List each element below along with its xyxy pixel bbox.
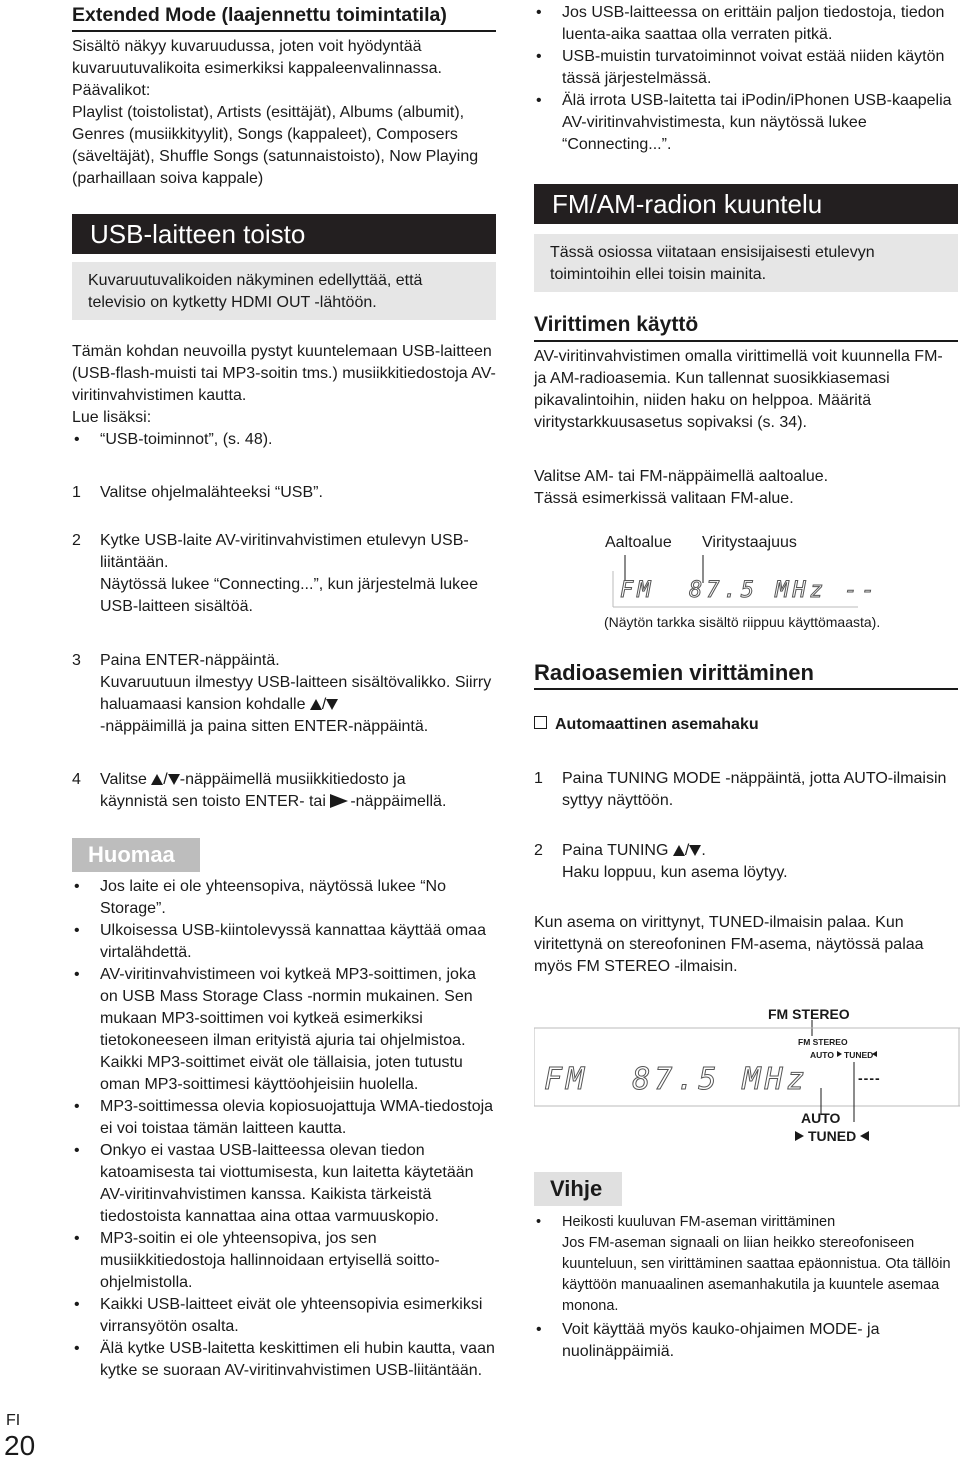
- step-text-2: Haku loppuu, kun asema löytyy.: [562, 864, 788, 881]
- huomaa-notes: [72, 876, 496, 1382]
- step-number: 3: [72, 652, 81, 669]
- note-item: • Älä kytke USB-laitetta keskittimen eli hubin kautta, vaan kytke se suoraan AV-viritinvahvistimen USB-liitäntään.: [72, 1338, 496, 1382]
- auto-callout: AUTO: [801, 1110, 841, 1126]
- usb-band-title: USB-laitteen toisto: [72, 214, 496, 254]
- step-text-a: Valitse: [100, 771, 147, 788]
- tuned-right-arrow-icon: [795, 1131, 804, 1141]
- note-item: • Kaikki USB-laitteet eivät ole yhteensopivia esimerkiksi virransyötön osalta.: [72, 1294, 496, 1338]
- step-text-2: Näytössä lukee “Connecting...”, kun järjestelmä lukee USB-laitteen sisältöä.: [100, 576, 478, 615]
- note-item: • Onkyo ei vastaa USB-laitteessa olevan tiedon katoamisesta tai viottumisesta, kun laitetta käytetään AV-viritinvahvistimen kanssa. Kaikista tärkeistä tiedostoista kannattaa aina ottaa varmuuskopio.: [72, 1140, 496, 1228]
- extended-mode-title: Extended Mode (laajennettu toimintatila): [72, 2, 496, 32]
- step-text: Kytke USB-laite AV-viritinvahvistimen etulevyn USB-liitäntään.: [100, 532, 469, 571]
- step-text: Valitse ohjelmalähteeksi “USB”.: [100, 484, 323, 501]
- step-number: 2: [534, 842, 543, 859]
- usb-top-notes: [534, 2, 958, 156]
- tune-step-2: 2 Paina TUNING / . Haku loppuu, kun asema löytyy.: [534, 840, 958, 884]
- step-text: Paina TUNING: [562, 842, 669, 859]
- band-select-block: [534, 466, 958, 510]
- down-arrow-icon: [168, 774, 180, 785]
- step-number: 1: [534, 770, 543, 787]
- step-text: Paina ENTER-näppäintä.: [100, 652, 280, 669]
- note-item: • Älä irrota USB-laitetta tai iPodin/iPhonen USB-kaapelia AV-viritinvahvistimesta, kun näytössä lukee “Connecting...”.: [534, 90, 958, 156]
- note-item: • AV-viritinvahvistimeen voi kytkeä MP3-soittimen, joka on USB Mass Storage Class -normin mukainen. Sen mukaan MP3-soittimen voi kytkeä esimerkiksi tietokoneeseen ilman erityistä ajuria tai ohjelmistoa. Kaikki MP3-soittimet eivät ole tällaisia, joten tutustu oman MP3-soittimesi käyttöohjeisiin huolella.: [72, 964, 496, 1096]
- note-item: • Jos laite ei ole yhteensopiva, näytössä lukee “No Storage”.: [72, 876, 496, 920]
- tip-body: Jos FM-aseman signaali on liian heikko stereofoniseen kuunteluun, sen virittäminen saattaa epäonnistua. Ota tällöin käyttöön manuaalinen asemanhakutila ja kuuntele asemaa monona.: [562, 1235, 951, 1314]
- step-text-3: -näppäimillä ja paina sitten ENTER-näppäintä.: [100, 718, 429, 735]
- step-text-d: -näppäimellä.: [350, 793, 447, 810]
- step-number: 4: [72, 771, 81, 788]
- usb-step-3: 3 Paina ENTER-näppäintä. Kuvaruutuun ilmestyy USB-laitteen sisältövalikko. Siirry haluamaasi kansion kohdalle / -näppäimillä ja paina sitten ENTER-näppäintä.: [72, 650, 496, 738]
- see-also-item: • “USB-toiminnot”, (s. 48).: [72, 429, 496, 451]
- step-number: 2: [72, 532, 81, 549]
- display2-indicator-auto: AUTO: [810, 1050, 834, 1060]
- tip-title: • Heikosti kuuluvan FM-aseman virittäminen: [562, 1214, 836, 1230]
- note-item: • USB-muistin turvatoiminnot voivat estää niiden käytön tässä järjestelmässä.: [534, 46, 958, 90]
- tip-item: [534, 1319, 958, 1363]
- huomaa-tag: Huomaa: [72, 838, 200, 872]
- display-caption: (Näytön tarkka sisältö riippuu käyttömaasta).: [604, 614, 881, 630]
- tune-step-1: [534, 768, 958, 812]
- usb-step-4: 4 Valitse / -näppäimellä musiikkitiedosto ja käynnistä sen toisto ENTER- tai -näppäimellä.: [72, 771, 447, 810]
- tuning-title: Radioasemien virittäminen: [534, 658, 958, 690]
- tip-title: • Voit käyttää myös kauko-ohjaimen MODE- ja nuolinäppäimiä.: [562, 1321, 880, 1360]
- fm-stereo-callout: FM STEREO: [768, 1006, 850, 1022]
- language-code: FI: [6, 1412, 21, 1429]
- tuned-body: Kun asema on virittynyt, TUNED-ilmaisin palaa. Kun viritettynä on stereofoninen FM-asema, näytössä palaa myös FM STEREO -ilmaisin.: [534, 914, 924, 975]
- fm-panel-note: Tässä osiossa viitataan ensisijaisesti etulevyn toimintoihin ellei toisin mainita.: [534, 234, 958, 292]
- usb-step-1: [72, 482, 496, 504]
- step-number: 1: [72, 484, 81, 501]
- display2-indicator-tuned: TUNED: [844, 1050, 874, 1060]
- display-readout: FM 87.5 MHz --: [620, 578, 879, 603]
- note-item: • MP3-soittimessa olevia kopiosuojattuja WMA-tiedostoja ei voi toistaa tämän laitteen kautta.: [72, 1096, 496, 1140]
- tuner-title: Virittimen käyttö: [534, 312, 958, 342]
- checkbox-icon: [534, 716, 547, 729]
- tuned-right-arrow-icon: [872, 1051, 877, 1057]
- down-arrow-icon: [689, 845, 701, 856]
- note-item: • Jos USB-laitteessa on erittäin paljon tiedostoja, tiedon luenta-aika saattaa olla verraten pitkä.: [534, 2, 958, 46]
- see-also-label: Lue lisäksi:: [72, 409, 152, 426]
- usb-intro-block: [72, 341, 496, 451]
- select-band: Valitse AM- tai FM-näppäimellä aaltoalue.: [534, 468, 829, 485]
- display2-dash: ----: [858, 1070, 881, 1086]
- vihje-tag: Vihje: [534, 1172, 622, 1206]
- up-arrow-icon: [151, 774, 163, 785]
- up-arrow-icon: [673, 845, 685, 856]
- vihje-tips: [534, 1212, 958, 1363]
- auto-search-heading: [534, 714, 958, 736]
- play-icon: [330, 794, 348, 808]
- tuned-left-arrow-icon: [860, 1131, 869, 1141]
- tip-item: [534, 1212, 958, 1317]
- label-band: Aaltoalue: [605, 534, 672, 551]
- tuner-body: AV-viritinvahvistimen omalla virittimellä voit kuunnella FM- ja AM-radioasemia. Kun tallennat suosikkiasemasi pikavalintoihin, niiden haku on helppoa. Määritä viritystarkkuusasetus sopivaksi (s. 34).: [534, 348, 943, 431]
- usb-hdmi-note: Kuvaruutuvalikoiden näkyminen edellyttää, että televisio on kytketty HDMI OUT -lähtöön.: [72, 262, 496, 320]
- note-item: • MP3-soitin ei ole yhteensopiva, jos sen musiikkitiedostoja hallinnoidaan ertyisellä soitto-ohjelmistolla.: [72, 1228, 496, 1294]
- usb-step-2: [72, 530, 496, 618]
- step-text-b: -näppäimellä musiikkitiedosto ja: [179, 771, 406, 788]
- tuned-label: TUNED: [808, 1128, 857, 1144]
- up-arrow-icon: [310, 699, 322, 710]
- display2-indicator-fm-stereo: FM STEREO: [798, 1037, 848, 1047]
- display2-readout: FM 87.5 MHz: [544, 1062, 809, 1097]
- tuned-callout: [795, 1126, 869, 1147]
- extended-mode-body: [72, 36, 496, 190]
- fm-band-title: FM/AM-radion kuuntelu: [534, 184, 958, 224]
- usb-intro: Tämän kohdan neuvoilla pystyt kuuntelemaan USB-laitteen (USB-flash-muisti tai MP3-soitin tms.) musiikkitiedostoja AV-viritinvahvistimen kautta.: [72, 343, 496, 404]
- main-menu-label: Päävalikot:: [72, 82, 151, 99]
- example-text: Tässä esimerkissä valitaan FM-alue.: [534, 490, 794, 507]
- down-arrow-icon: [326, 699, 338, 710]
- label-frequency: Viritystaajuus: [702, 534, 797, 551]
- step-text: Paina TUNING MODE -näppäintä, jotta AUTO-ilmaisin syttyy näyttöön.: [562, 770, 947, 809]
- step-text-2: Kuvaruutuun ilmestyy USB-laitteen sisältövalikko. Siirry haluamaasi kansion kohdalle: [100, 674, 492, 713]
- main-menu-items: Playlist (toistolistat), Artists (esittäjät), Albums (albumit), Genres (musiikkityylit), Songs (kappaleet), Composers (säveltäjät), Shuffle Songs (satunnaistoisto), Now Playing (parhaillaan soiva kappale): [72, 104, 479, 187]
- page-number: 20: [4, 1430, 36, 1461]
- step-text-c: käynnistä sen toisto ENTER- tai: [100, 793, 326, 810]
- note-item: • Ulkoisessa USB-kiintolevyssä kannattaa käyttää omaa virtalähdettä.: [72, 920, 496, 964]
- tuned-left-arrow-icon: [837, 1051, 842, 1057]
- auto-title: Automaattinen asemahaku: [555, 716, 759, 733]
- extended-body: Sisältö näkyy kuvaruudussa, joten voit hyödyntää kuvaruutuvalikoita esimerkiksi kappaleenvalinnassa.: [72, 38, 442, 77]
